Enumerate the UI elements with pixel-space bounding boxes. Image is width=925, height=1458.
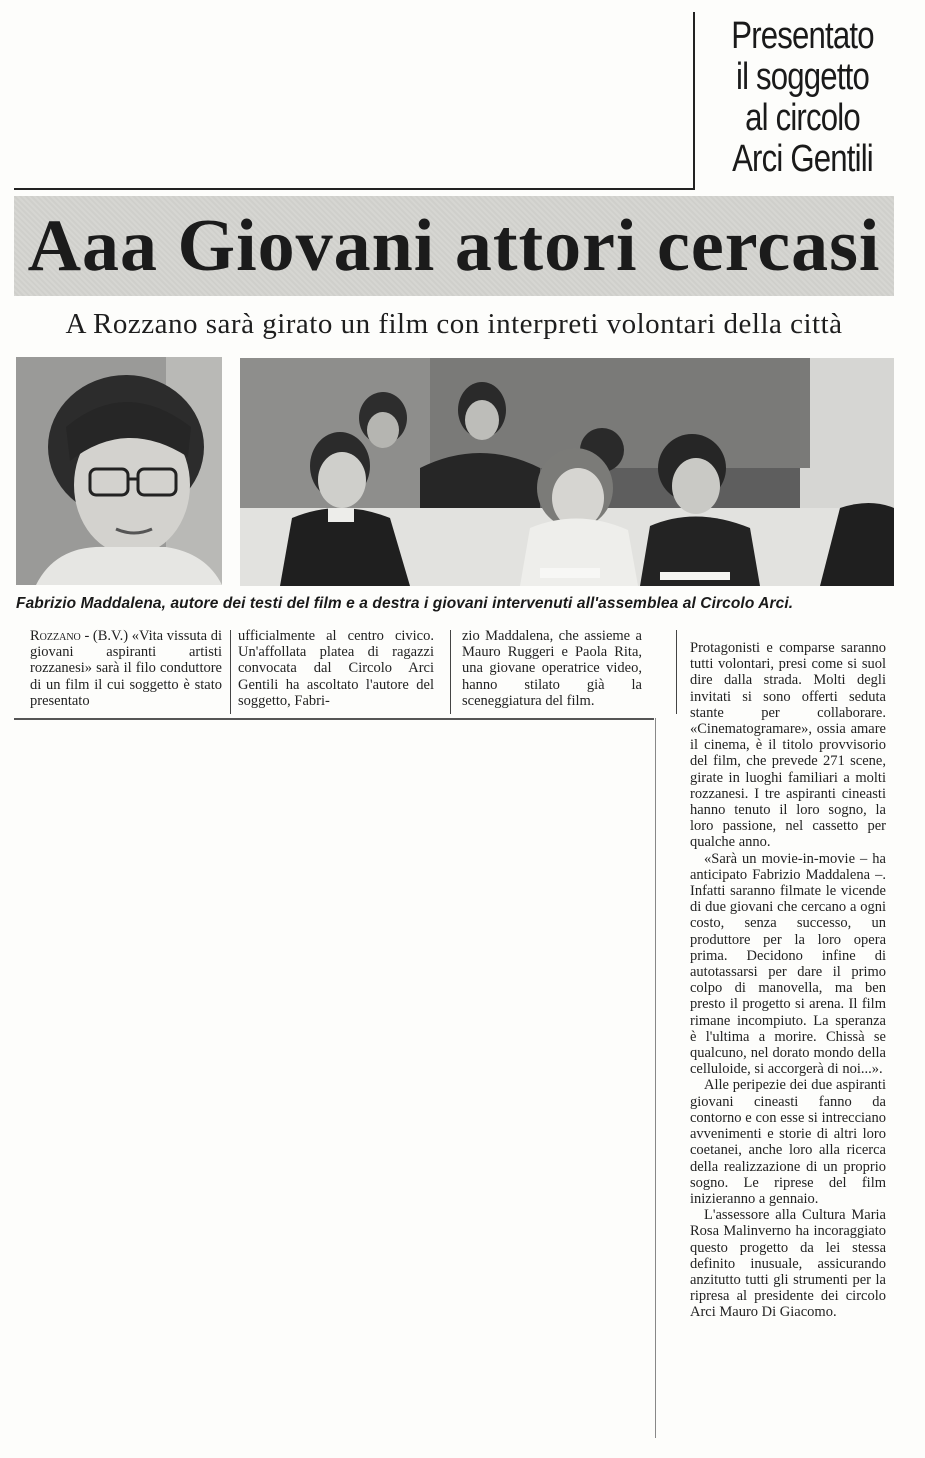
kicker-title [700, 16, 905, 180]
article-column-1 [30, 628, 222, 709]
column-text: zio Maddalena, che assieme a Mauro Ruggeri e Paola Rita, una giovane operatrice video, hanno stilato già la sceneggiatura del film. [462, 628, 642, 709]
kicker-line: Presentato [731, 15, 874, 57]
portrait-photo [16, 357, 222, 585]
column-divider [676, 630, 677, 714]
subheadline: A Rozzano sarà girato un film con interpreti volontari della città [65, 308, 843, 340]
article-bottom-rule [14, 718, 654, 720]
photo-caption: Fabrizio Maddalena, autore dei testi del film e a destra i giovani intervenuti all'assemblea al Circolo Arci. [16, 595, 794, 612]
dateline: Rozzano [30, 628, 81, 644]
paragraph: Protagonisti e comparse saranno tutti volontari, presi come si suol dire dalla strada. Molti degli invitati si sono offerti seduta stante per collaborare. «Cinematogramare», ossia amare il cinema, è il titolo provvisorio del film, che prevede 271 scene, girate in luoghi familiari a molti rozzanesi. I tre aspiranti cineasti hanno tenuto il loro sogno, la loro passione, nel cassetto per qualche anno. [690, 640, 886, 851]
paragraph: «Sarà un movie-in-movie – ha anticipato Fabrizio Maddalena –. Infatti saranno filmate le vicende di due giovani che cercano a ogni costo, senza successo, un produttore per la loro opera prima. Decidono infine di autotassarsi per dare il primo colpo di manovella, ma ben presto il progetto si arena. Il film rimane incompiuto. La speranza è l'ultima a morire. Chissà se qualcuno, nel dorato mondo della celluloide, si accorgerà di noi...». [690, 850, 886, 1078]
article-column-4 [690, 640, 886, 1321]
column-text: ufficialmente al centro civico. Un'affollata platea di ragazzi convocata dal Circolo Arci Gentili ha ascoltato l'autore del soggetto, Fabri- [238, 628, 434, 709]
column-divider [450, 630, 451, 714]
article-column-3 [462, 628, 642, 709]
headline: Aaa Giovani attori cercasi [27, 205, 881, 287]
paragraph: Alle peripezie dei due aspiranti giovani cineasti fanno da contorno e con esse si intrecciano avvenimenti e storie di altri loro coetanei, anche loro alla ricerca della realizzazione di un proprio sogno. Le riprese del film inizieranno a gennaio. [690, 1077, 886, 1207]
column-text: - (B.V.) «Vita vissuta di giovani aspiranti artisti rozzanesi» sarà il filo conduttore di un film il cui soggetto è stato presentato [30, 628, 222, 709]
paragraph: L'assessore alla Cultura Maria Rosa Malinverno ha incoraggiato questo progetto da lei stessa definito inusuale, assicurando anzitutto tutti gli strumenti per la ripresa al presidente dei circolo Arci Mauro Di Giacomo. [690, 1207, 886, 1321]
group-photo [240, 358, 894, 586]
column-divider [230, 630, 231, 714]
kicker-vertical-rule [693, 12, 695, 190]
kicker-line: il soggetto [735, 56, 870, 98]
article-column-2 [238, 628, 434, 709]
continuation-rule [655, 718, 656, 1438]
kicker-horizontal-rule [14, 188, 695, 190]
kicker-line: Arci Gentili [732, 138, 873, 180]
kicker-line: al circolo [745, 97, 860, 139]
